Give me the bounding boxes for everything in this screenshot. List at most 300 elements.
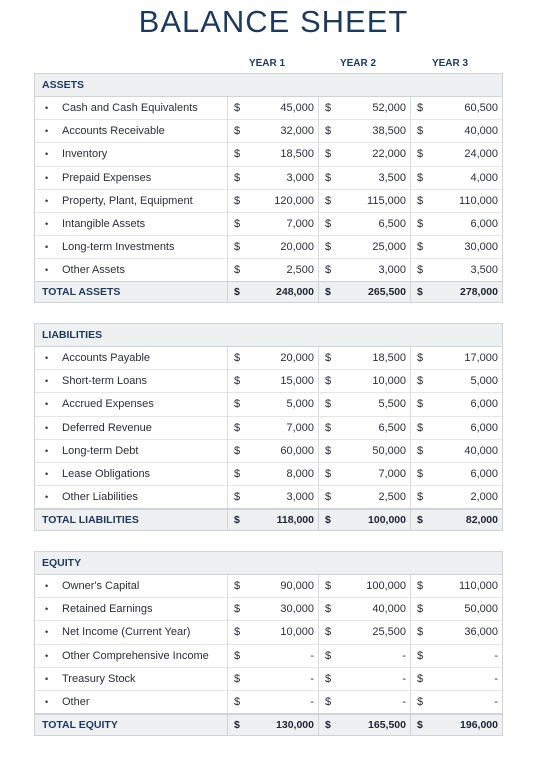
total-year-3-cell bbox=[411, 282, 502, 302]
amount: 3,500 bbox=[378, 171, 406, 184]
total-year-2-cell bbox=[319, 510, 411, 530]
table-row bbox=[35, 120, 502, 143]
year-1-cell bbox=[228, 575, 319, 597]
amount: 24,000 bbox=[464, 148, 498, 161]
table-row bbox=[35, 97, 502, 120]
currency-symbol: $ bbox=[325, 491, 332, 504]
assets-heading: ASSETS bbox=[35, 74, 502, 97]
row-label bbox=[35, 190, 228, 212]
year-2-cell bbox=[319, 598, 411, 620]
currency-symbol: $ bbox=[325, 171, 332, 184]
row-label-text: Accounts Receivable bbox=[62, 125, 165, 138]
year-1-cell bbox=[228, 417, 319, 439]
row-label-text: Net Income (Current Year) bbox=[62, 626, 191, 639]
row-label-text: Owner's Capital bbox=[62, 580, 140, 592]
row-label-text: Prepaid Expenses bbox=[62, 171, 152, 184]
currency-symbol: $ bbox=[417, 719, 423, 731]
year-3-cell bbox=[411, 259, 502, 281]
row-label bbox=[35, 598, 228, 620]
row-label-text: Long-term Debt bbox=[62, 444, 139, 457]
year-2-cell bbox=[319, 668, 411, 690]
total-amount: 100,000 bbox=[368, 514, 406, 526]
year-3-cell bbox=[411, 463, 502, 485]
currency-symbol: $ bbox=[234, 421, 241, 434]
year-3-cell bbox=[411, 575, 502, 597]
currency-symbol: $ bbox=[234, 241, 241, 254]
table-row bbox=[35, 190, 502, 213]
amount: - bbox=[494, 672, 498, 685]
amount: - bbox=[402, 649, 406, 662]
currency-symbol: $ bbox=[417, 672, 424, 685]
total-label: TOTAL ASSETS bbox=[35, 282, 228, 302]
table-row bbox=[35, 575, 502, 598]
amount: 32,000 bbox=[280, 125, 314, 138]
year-1-cell bbox=[228, 393, 319, 415]
currency-symbol: $ bbox=[234, 148, 241, 161]
amount: 30,000 bbox=[464, 241, 498, 254]
amount: 20,000 bbox=[280, 241, 314, 254]
currency-symbol: $ bbox=[417, 467, 424, 480]
amount: 5,000 bbox=[286, 398, 314, 411]
table-row bbox=[35, 259, 502, 281]
table-row bbox=[35, 236, 502, 259]
amount: 40,000 bbox=[464, 125, 498, 138]
currency-symbol: $ bbox=[325, 421, 332, 434]
year-3-cell bbox=[411, 417, 502, 439]
row-label bbox=[35, 143, 228, 165]
year-3-cell bbox=[411, 143, 502, 165]
amount: 18,500 bbox=[280, 148, 314, 161]
row-label-text: Accrued Expenses bbox=[62, 398, 154, 411]
table-row bbox=[35, 417, 502, 440]
year-3-cell bbox=[411, 598, 502, 620]
year-2-cell bbox=[319, 691, 411, 713]
currency-symbol: $ bbox=[234, 603, 241, 616]
row-label-text: Deferred Revenue bbox=[62, 421, 152, 434]
amount: 60,000 bbox=[280, 444, 314, 457]
total-label: TOTAL LIABILITIES bbox=[35, 510, 228, 530]
total-amount: 248,000 bbox=[276, 286, 314, 298]
year-3-cell bbox=[411, 190, 502, 212]
year-3-cell bbox=[411, 393, 502, 415]
amount: 6,000 bbox=[470, 398, 498, 411]
bullet-icon: • bbox=[45, 172, 49, 183]
currency-symbol: $ bbox=[325, 286, 331, 298]
currency-symbol: $ bbox=[234, 398, 241, 411]
total-amount: 118,000 bbox=[276, 514, 314, 526]
table-row bbox=[35, 598, 502, 621]
currency-symbol: $ bbox=[325, 264, 332, 277]
currency-symbol: $ bbox=[234, 444, 241, 457]
row-label bbox=[35, 120, 228, 142]
amount: 38,500 bbox=[372, 125, 406, 138]
bullet-icon: • bbox=[45, 492, 49, 503]
table-row bbox=[35, 486, 502, 508]
row-label bbox=[35, 213, 228, 235]
table-row bbox=[35, 645, 502, 668]
row-label-text: Other Assets bbox=[62, 264, 125, 277]
year-2-cell bbox=[319, 213, 411, 235]
currency-symbol: $ bbox=[325, 194, 332, 207]
year-1-cell bbox=[228, 97, 319, 119]
amount: 45,000 bbox=[280, 102, 314, 114]
total-liabilities-row bbox=[34, 509, 503, 531]
table-row bbox=[35, 393, 502, 416]
equity-heading: EQUITY bbox=[35, 552, 502, 575]
year-2-cell bbox=[319, 167, 411, 189]
year-1-cell bbox=[228, 463, 319, 485]
currency-symbol: $ bbox=[234, 286, 240, 298]
year-3-cell bbox=[411, 668, 502, 690]
row-label-text: Other Comprehensive Income bbox=[62, 649, 209, 662]
amount: 100,000 bbox=[366, 580, 406, 592]
currency-symbol: $ bbox=[417, 491, 424, 504]
currency-symbol: $ bbox=[417, 580, 424, 592]
row-label-text: Accounts Payable bbox=[62, 352, 151, 364]
year-3-cell bbox=[411, 370, 502, 392]
row-label-text: Retained Earnings bbox=[62, 603, 153, 616]
currency-symbol: $ bbox=[325, 217, 332, 230]
row-label-text: Cash and Cash Equivalents bbox=[62, 102, 198, 114]
row-label-text: Treasury Stock bbox=[62, 672, 136, 685]
currency-symbol: $ bbox=[234, 467, 241, 480]
bullet-icon: • bbox=[45, 650, 49, 661]
table-row bbox=[35, 621, 502, 644]
row-label-text: Other Liabilities bbox=[62, 491, 138, 504]
amount: 40,000 bbox=[372, 603, 406, 616]
total-amount: 265,500 bbox=[368, 286, 406, 298]
total-amount: 165,500 bbox=[368, 719, 406, 731]
row-label-text: Lease Obligations bbox=[62, 467, 151, 480]
currency-symbol: $ bbox=[234, 194, 241, 207]
bullet-icon: • bbox=[45, 627, 49, 638]
currency-symbol: $ bbox=[417, 514, 423, 526]
year-2-cell bbox=[319, 259, 411, 281]
amount: 50,000 bbox=[464, 603, 498, 616]
bullet-icon: • bbox=[45, 604, 49, 615]
table-row bbox=[35, 463, 502, 486]
bullet-icon: • bbox=[45, 353, 49, 363]
currency-symbol: $ bbox=[325, 719, 331, 731]
bullet-icon: • bbox=[45, 399, 49, 410]
row-label bbox=[35, 97, 228, 119]
currency-symbol: $ bbox=[417, 241, 424, 254]
bullet-icon: • bbox=[45, 242, 49, 253]
bullet-icon: • bbox=[45, 445, 49, 456]
amount: - bbox=[310, 649, 314, 662]
currency-symbol: $ bbox=[325, 148, 332, 161]
year-1-cell bbox=[228, 190, 319, 212]
row-label bbox=[35, 486, 228, 508]
amount: 22,000 bbox=[372, 148, 406, 161]
currency-symbol: $ bbox=[325, 398, 332, 411]
currency-symbol: $ bbox=[234, 375, 241, 388]
amount: 7,000 bbox=[286, 421, 314, 434]
year-3-cell bbox=[411, 645, 502, 667]
year-2-cell bbox=[319, 143, 411, 165]
year-2-header: YEAR 2 bbox=[339, 58, 377, 69]
bullet-icon: • bbox=[45, 581, 49, 591]
liabilities-heading: LIABILITIES bbox=[35, 324, 502, 347]
currency-symbol: $ bbox=[417, 375, 424, 388]
row-label-text: Intangible Assets bbox=[62, 217, 146, 230]
year-3-cell bbox=[411, 213, 502, 235]
bullet-icon: • bbox=[45, 376, 49, 387]
amount: 40,000 bbox=[464, 444, 498, 457]
currency-symbol: $ bbox=[325, 241, 332, 254]
row-label bbox=[35, 236, 228, 258]
currency-symbol: $ bbox=[325, 375, 332, 388]
amount: 36,000 bbox=[464, 626, 498, 639]
currency-symbol: $ bbox=[234, 217, 241, 230]
year-1-cell bbox=[228, 347, 319, 369]
row-label bbox=[35, 575, 228, 597]
year-1-cell bbox=[228, 259, 319, 281]
year-2-cell bbox=[319, 347, 411, 369]
table-row bbox=[35, 143, 502, 166]
year-3-cell bbox=[411, 621, 502, 643]
bullet-icon: • bbox=[45, 149, 49, 160]
total-amount: 278,000 bbox=[460, 286, 498, 298]
bullet-icon: • bbox=[45, 468, 49, 479]
year-1-cell bbox=[228, 143, 319, 165]
amount: 2,000 bbox=[470, 491, 498, 504]
year-2-cell bbox=[319, 97, 411, 119]
currency-symbol: $ bbox=[234, 695, 241, 708]
total-amount: 130,000 bbox=[276, 719, 314, 731]
currency-symbol: $ bbox=[417, 171, 424, 184]
table-row bbox=[35, 440, 502, 463]
amount: - bbox=[310, 695, 314, 708]
row-label bbox=[35, 440, 228, 462]
total-label: TOTAL EQUITY bbox=[35, 715, 228, 735]
year-3-cell bbox=[411, 97, 502, 119]
total-year-2-cell bbox=[319, 282, 411, 302]
amount: 6,000 bbox=[470, 421, 498, 434]
year-1-cell bbox=[228, 645, 319, 667]
table-row bbox=[35, 167, 502, 190]
amount: 4,000 bbox=[470, 171, 498, 184]
currency-symbol: $ bbox=[234, 649, 241, 662]
amount: 8,000 bbox=[286, 467, 314, 480]
amount: - bbox=[402, 695, 406, 708]
currency-symbol: $ bbox=[234, 672, 241, 685]
year-1-header: YEAR 1 bbox=[248, 58, 286, 69]
amount: 7,000 bbox=[286, 217, 314, 230]
row-label-text: Inventory bbox=[62, 148, 108, 161]
bullet-icon: • bbox=[45, 103, 49, 113]
table-row bbox=[35, 213, 502, 236]
amount: 6,500 bbox=[378, 421, 406, 434]
total-amount: 196,000 bbox=[460, 719, 498, 731]
row-label bbox=[35, 645, 228, 667]
year-2-cell bbox=[319, 190, 411, 212]
currency-symbol: $ bbox=[417, 102, 424, 114]
currency-symbol: $ bbox=[325, 649, 332, 662]
amount: 17,000 bbox=[464, 352, 498, 364]
table-row bbox=[35, 370, 502, 393]
year-3-cell bbox=[411, 236, 502, 258]
amount: 60,500 bbox=[464, 102, 498, 114]
year-2-cell bbox=[319, 417, 411, 439]
currency-symbol: $ bbox=[325, 514, 331, 526]
bullet-icon: • bbox=[45, 696, 49, 707]
year-1-cell bbox=[228, 120, 319, 142]
currency-symbol: $ bbox=[417, 125, 424, 138]
amount: 5,500 bbox=[378, 398, 406, 411]
currency-symbol: $ bbox=[417, 148, 424, 161]
row-label bbox=[35, 668, 228, 690]
row-label bbox=[35, 167, 228, 189]
year-1-cell bbox=[228, 370, 319, 392]
year-2-cell bbox=[319, 393, 411, 415]
bullet-icon: • bbox=[45, 126, 49, 137]
amount: 10,000 bbox=[280, 626, 314, 639]
total-equity-row bbox=[34, 714, 503, 736]
amount: 25,500 bbox=[372, 626, 406, 639]
currency-symbol: $ bbox=[234, 352, 241, 364]
year-3-cell bbox=[411, 347, 502, 369]
table-row bbox=[35, 347, 502, 370]
currency-symbol: $ bbox=[417, 352, 424, 364]
currency-symbol: $ bbox=[234, 626, 241, 639]
currency-symbol: $ bbox=[325, 672, 332, 685]
amount: 20,000 bbox=[280, 352, 314, 364]
currency-symbol: $ bbox=[417, 286, 423, 298]
amount: 90,000 bbox=[280, 580, 314, 592]
amount: 110,000 bbox=[459, 194, 498, 207]
year-2-cell bbox=[319, 463, 411, 485]
liabilities-section bbox=[34, 323, 503, 509]
amount: 3,000 bbox=[286, 171, 314, 184]
currency-symbol: $ bbox=[417, 603, 424, 616]
total-year-2-cell bbox=[319, 715, 411, 735]
total-year-3-cell bbox=[411, 715, 502, 735]
currency-symbol: $ bbox=[234, 514, 240, 526]
currency-symbol: $ bbox=[325, 467, 332, 480]
currency-symbol: $ bbox=[325, 444, 332, 457]
row-label bbox=[35, 691, 228, 713]
currency-symbol: $ bbox=[325, 695, 332, 708]
row-label-text: Long-term Investments bbox=[62, 241, 175, 254]
amount: - bbox=[494, 695, 498, 708]
currency-symbol: $ bbox=[234, 719, 240, 731]
year-1-cell bbox=[228, 598, 319, 620]
amount: - bbox=[310, 672, 314, 685]
year-1-cell bbox=[228, 621, 319, 643]
year-2-cell bbox=[319, 120, 411, 142]
currency-symbol: $ bbox=[325, 352, 332, 364]
currency-symbol: $ bbox=[417, 421, 424, 434]
amount: 6,500 bbox=[378, 217, 406, 230]
currency-symbol: $ bbox=[234, 171, 241, 184]
currency-symbol: $ bbox=[417, 194, 424, 207]
bullet-icon: • bbox=[45, 218, 49, 229]
page-title: BALANCE SHEET bbox=[138, 4, 409, 39]
row-label bbox=[35, 621, 228, 643]
bullet-icon: • bbox=[45, 265, 49, 276]
year-2-cell bbox=[319, 440, 411, 462]
amount: 15,000 bbox=[280, 375, 314, 388]
amount: 6,000 bbox=[470, 467, 498, 480]
year-3-header: YEAR 3 bbox=[431, 58, 469, 69]
currency-symbol: $ bbox=[417, 444, 424, 457]
amount: - bbox=[402, 672, 406, 685]
year-1-cell bbox=[228, 486, 319, 508]
year-3-cell bbox=[411, 486, 502, 508]
amount: 120,000 bbox=[274, 194, 314, 207]
row-label bbox=[35, 259, 228, 281]
year-2-cell bbox=[319, 645, 411, 667]
bullet-icon: • bbox=[45, 195, 49, 206]
year-1-cell bbox=[228, 440, 319, 462]
year-3-cell bbox=[411, 120, 502, 142]
currency-symbol: $ bbox=[234, 102, 241, 114]
table-row bbox=[35, 691, 502, 713]
table-row bbox=[35, 668, 502, 691]
amount: 5,000 bbox=[470, 375, 498, 388]
amount: 115,000 bbox=[367, 194, 406, 207]
year-2-cell bbox=[319, 575, 411, 597]
row-label-text: Other bbox=[62, 695, 90, 708]
year-1-cell bbox=[228, 691, 319, 713]
currency-symbol: $ bbox=[417, 649, 424, 662]
bullet-icon: • bbox=[45, 422, 49, 433]
amount: - bbox=[494, 649, 498, 662]
amount: 3,000 bbox=[378, 264, 406, 277]
year-2-cell bbox=[319, 486, 411, 508]
amount: 2,500 bbox=[286, 264, 314, 277]
assets-section bbox=[34, 73, 503, 283]
row-label-text: Property, Plant, Equipment bbox=[62, 194, 193, 207]
row-label bbox=[35, 347, 228, 369]
year-1-cell bbox=[228, 213, 319, 235]
amount: 52,000 bbox=[372, 102, 406, 114]
currency-symbol: $ bbox=[417, 264, 424, 277]
amount: 25,000 bbox=[372, 241, 406, 254]
total-amount: 82,000 bbox=[465, 514, 498, 526]
currency-symbol: $ bbox=[417, 695, 424, 708]
currency-symbol: $ bbox=[234, 264, 241, 277]
currency-symbol: $ bbox=[325, 102, 332, 114]
year-2-cell bbox=[319, 370, 411, 392]
amount: 10,000 bbox=[372, 375, 406, 388]
year-1-cell bbox=[228, 167, 319, 189]
amount: 50,000 bbox=[372, 444, 406, 457]
currency-symbol: $ bbox=[234, 580, 241, 592]
year-2-cell bbox=[319, 621, 411, 643]
total-year-1-cell bbox=[228, 715, 319, 735]
year-header-row bbox=[34, 56, 503, 72]
year-3-cell bbox=[411, 691, 502, 713]
currency-symbol: $ bbox=[325, 580, 332, 592]
currency-symbol: $ bbox=[234, 125, 241, 138]
amount: 3,000 bbox=[286, 491, 314, 504]
total-year-3-cell bbox=[411, 510, 502, 530]
amount: 7,000 bbox=[378, 467, 406, 480]
amount: 2,500 bbox=[378, 491, 406, 504]
bullet-icon: • bbox=[45, 673, 49, 684]
amount: 3,500 bbox=[470, 264, 498, 277]
row-label bbox=[35, 393, 228, 415]
currency-symbol: $ bbox=[417, 217, 424, 230]
currency-symbol: $ bbox=[325, 125, 332, 138]
amount: 30,000 bbox=[280, 603, 314, 616]
year-3-cell bbox=[411, 440, 502, 462]
year-1-cell bbox=[228, 236, 319, 258]
year-3-cell bbox=[411, 167, 502, 189]
total-year-1-cell bbox=[228, 510, 319, 530]
